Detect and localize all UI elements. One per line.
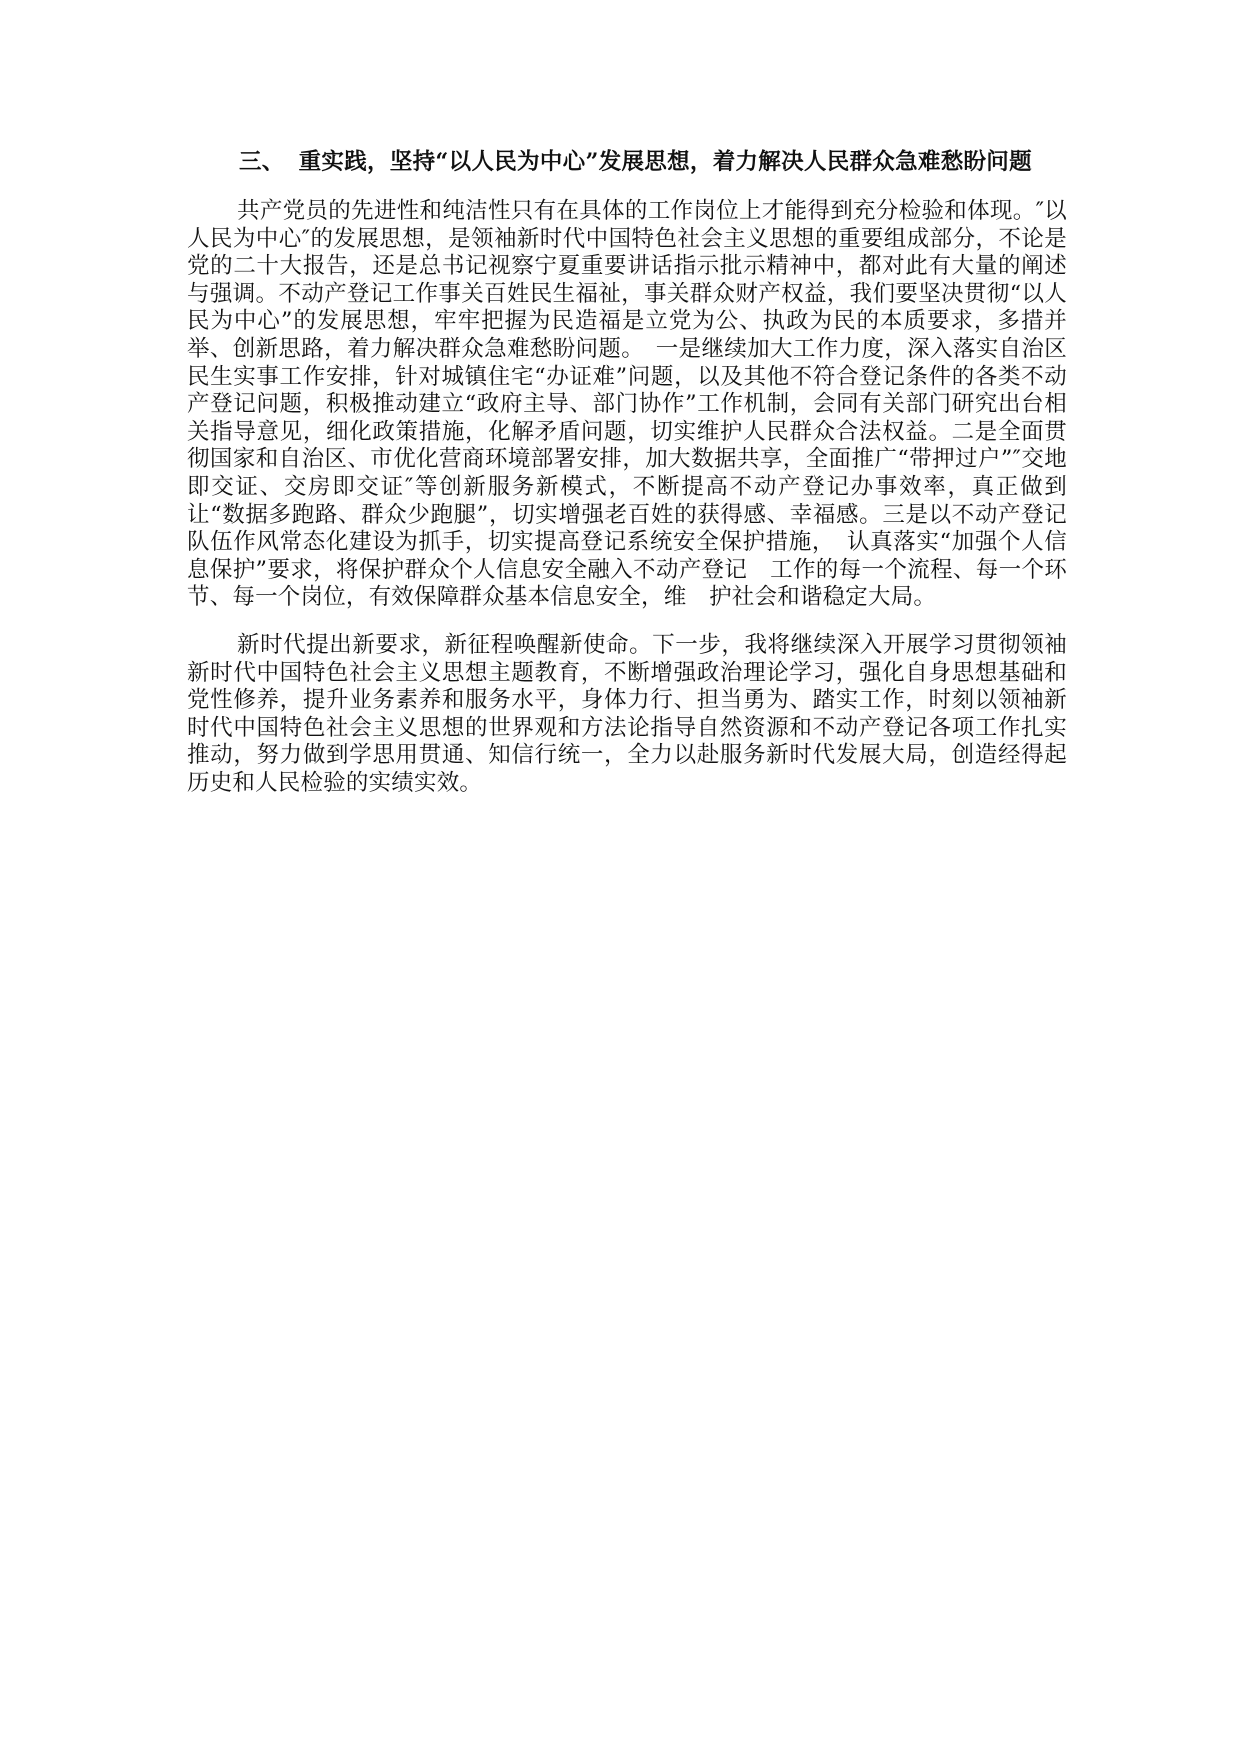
body-paragraph-2: 新时代提出新要求，新征程唤醒新使命。下一步，我将继续深入开展学习贯彻领袖新时代中国特色社会主义思想主题教育，不断增强政治理论学习，强化自身思想基础和党性修养，提升业务素养和服务水平，身体力行、担当勇为、踏实工作，时刻以领袖新时代中国特色社会主义思想的世界观和方法论指导自然资源和不动产登记各项工作扎实推动，努力做到学思用贯通、知信行统一，全力以赴服务新时代发展大局，创造经得起历史和人民检验的实绩实效。 <box>187 631 1067 796</box>
document-body <box>187 148 1067 817</box>
body-paragraph-1: 共产党员的先进性和纯洁性只有在具体的工作岗位上才能得到充分检验和体现。″以人民为中心″的发展思想，是领袖新时代中国特色社会主义思想的重要组成部分，不论是党的二十大报告，还是总书记视察宁夏重要讲话指示批示精神中，都对此有大量的阐述与强调。不动产登记工作事关百姓民生福祉，事关群众财产权益，我们要坚决贯彻“以人民为中心”的发展思想，牢牢把握为民造福是立党为公、执政为民的本质要求，多措并举、创新思路，着力解决群众急难愁盼问题。 一是继续加大工作力度，深入落实自治区民生实事工作安排，针对城镇住宅“办证难”问题，以及其他不符合登记条件的各类不动产登记问题，积极推动建立“政府主导、部门协作”工作机制，会同有关部门研究出台相关指导意见，细化政策措施，化解矛盾问题，切实维护人民群众合法权益。二是全面贯彻国家和自治区、市优化营商环境部署安排，加大数据共享，全面推广“带押过户”″交地即交证、交房即交证″等创新服务新模式，不断提高不动产登记办事效率，真正做到让“数据多跑路、群众少跑腿”，切实增强老百姓的获得感、幸福感。三是以不动产登记队伍作风常态化建设为抓手，切实提高登记系统安全保护措施， 认真落实“加强个人信息保护”要求，将保护群众个人信息安全融入不动产登记 工作的每一个流程、每一个环节、每一个岗位，有效保障群众基本信息安全，维 护社会和谐稳定大局。 <box>187 198 1067 611</box>
section-heading <box>187 148 1067 176</box>
section-number: 三、 <box>239 149 285 175</box>
section-title: 重实践，坚持“以人民为中心”发展思想，着力解决人民群众急难愁盼问题 <box>298 149 1032 175</box>
